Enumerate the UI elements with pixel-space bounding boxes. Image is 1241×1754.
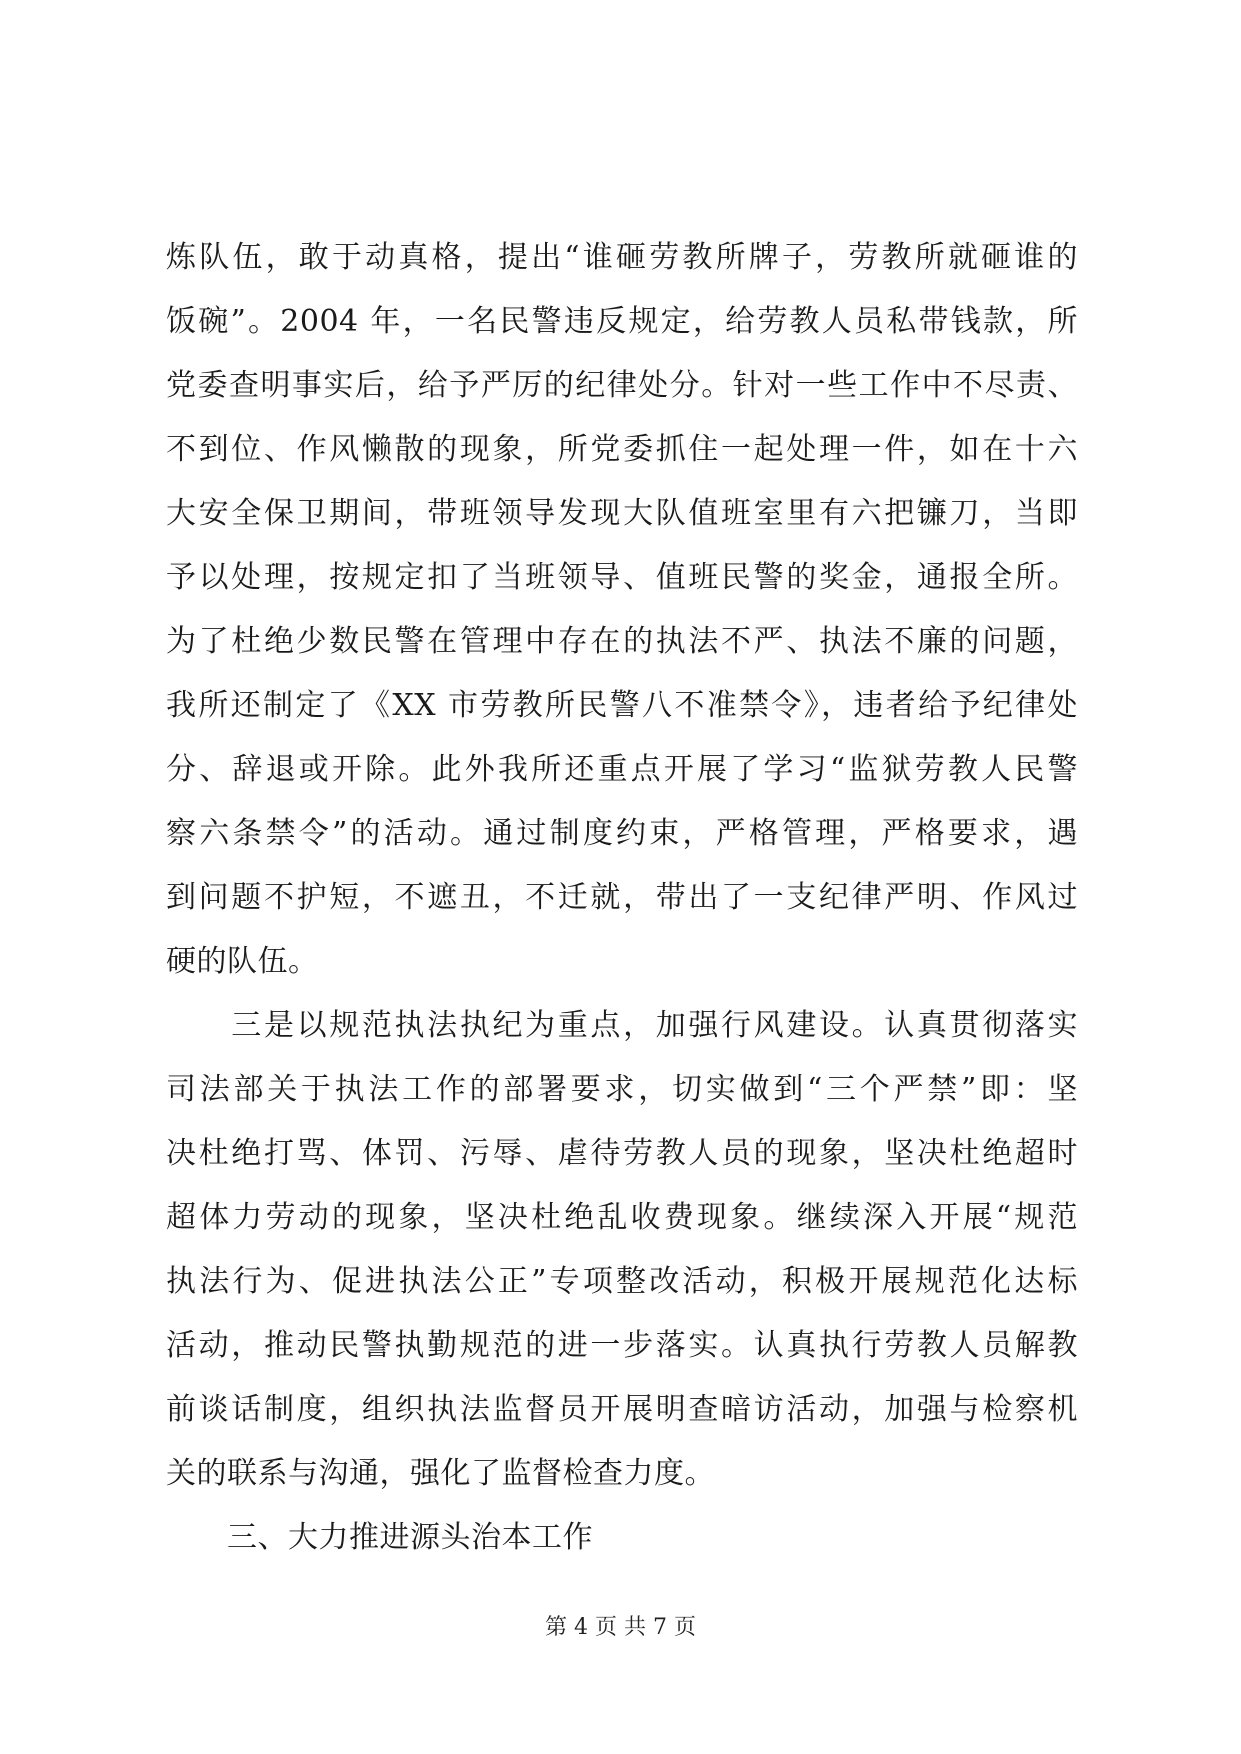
text-line: 饭碗”。2004 年，一名民警违反规定，给劳教人员私带钱款，所 (166, 304, 1078, 339)
text-line: 活动，推动民警执勤规范的进一步落实。认真执行劳教人员解教 (166, 1328, 1078, 1363)
text-line: 察六条禁令”的活动。通过制度约束，严格管理，严格要求，遇 (166, 816, 1078, 851)
text-line: 超体力劳动的现象，坚决杜绝乱收费现象。继续深入开展“规范 (166, 1200, 1078, 1235)
text-line: 三是以规范执法执纪为重点，加强行风建设。认真贯彻落实 (166, 1008, 1078, 1043)
text-line: 炼队伍，敢于动真格，提出“谁砸劳教所牌子，劳教所就砸谁的 (166, 240, 1078, 275)
paragraph (166, 1506, 1078, 1570)
text-line: 三、大力推进源头治本工作 (166, 1520, 593, 1555)
text-line: 决杜绝打骂、体罚、污辱、虐待劳教人员的现象，坚决杜绝超时 (166, 1136, 1078, 1171)
text-line: 关的联系与沟通，强化了监督检查力度。 (166, 1456, 715, 1491)
text-line: 前谈话制度，组织执法监督员开展明查暗访活动，加强与检察机 (166, 1392, 1078, 1427)
text-line: 到问题不护短，不遮丑，不迁就，带出了一支纪律严明、作风过 (166, 880, 1078, 915)
text-line: 硬的队伍。 (166, 944, 319, 979)
text-line: 为了杜绝少数民警在管理中存在的执法不严、执法不廉的问题， (166, 624, 1078, 659)
text-line: 予以处理，按规定扣了当班领导、值班民警的奖金，通报全所。 (166, 560, 1078, 595)
text-line: 党委查明事实后，给予严厉的纪律处分。针对一些工作中不尽责、 (166, 368, 1078, 403)
text-line: 司法部关于执法工作的部署要求，切实做到“三个严禁”即：坚 (166, 1072, 1078, 1107)
text-line: 不到位、作风懒散的现象，所党委抓住一起处理一件，如在十六 (166, 432, 1078, 467)
paragraph (166, 994, 1078, 1506)
paragraph (166, 226, 1078, 994)
text-line: 分、辞退或开除。此外我所还重点开展了学习“监狱劳教人民警 (166, 752, 1078, 787)
page-footer: 第 4 页 共 7 页 (545, 1615, 696, 1640)
text-line: 我所还制定了《XX 市劳教所民警八不准禁令》，违者给予纪律处 (166, 688, 1078, 723)
text-line: 执法行为、促进执法公正”专项整改活动，积极开展规范化达标 (166, 1264, 1078, 1299)
text-line: 大安全保卫期间，带班领导发现大队值班室里有六把镰刀，当即 (166, 496, 1078, 531)
body-text (166, 226, 1078, 1570)
